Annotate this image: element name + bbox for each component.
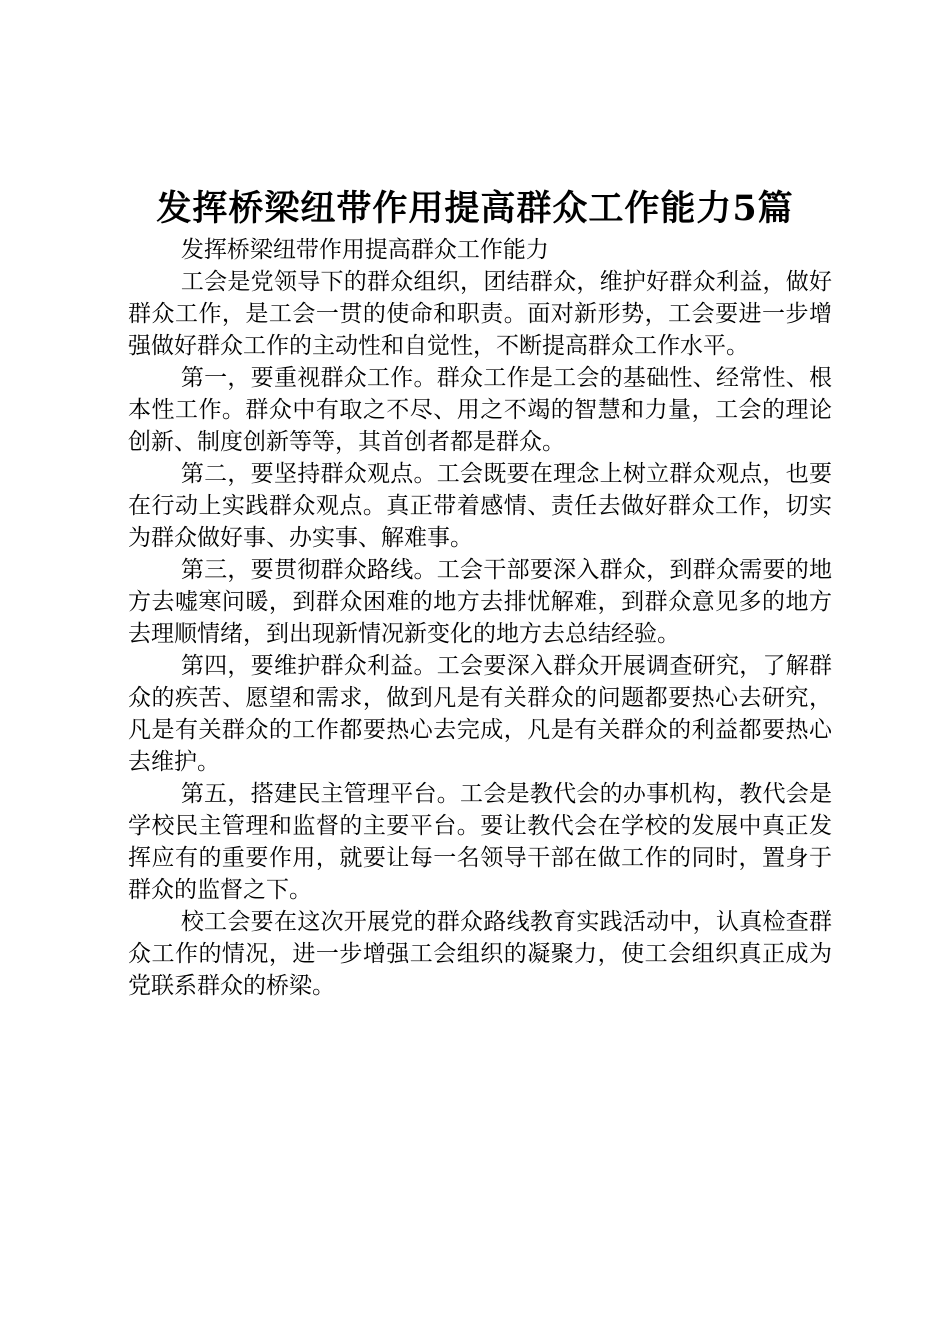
document-body [128, 234, 832, 1002]
paragraph-fifth: 第五，搭建民主管理平台。工会是教代会的办事机构，教代会是学校民主管理和监督的主要平台。要让教代会在学校的发展中真正发挥应有的重要作用，就要让每一名领导干部在做工作的同时，置身于群众的监督之下。 [128, 781, 832, 903]
paragraph-intro: 工会是党领导下的群众组织，团结群众，维护好群众利益，做好群众工作，是工会一贯的使命和职责。面对新形势，工会要进一步增强做好群众工作的主动性和自觉性，不断提高群众工作水平。 [128, 269, 832, 359]
paragraph-conclusion: 校工会要在这次开展党的群众路线教育实践活动中，认真检查群众工作的情况，进一步增强工会组织的凝聚力，使工会组织真正成为党联系群众的桥梁。 [128, 909, 832, 999]
paragraph-fourth: 第四，要维护群众利益。工会要深入群众开展调查研究，了解群众的疾苦、愿望和需求，做到凡是有关群众的问题都要热心去研究，凡是有关群众的工作都要热心去完成，凡是有关群众的利益都要热心去维护。 [128, 653, 832, 775]
document-title: 发挥桥梁纽带作用提高群众工作能力5篇 [156, 188, 794, 229]
paragraph-first: 第一，要重视群众工作。群众工作是工会的基础性、经常性、根本性工作。群众中有取之不尽、用之不竭的智慧和力量，工会的理论创新、制度创新等等，其首创者都是群众。 [128, 365, 832, 455]
paragraph-second: 第二，要坚持群众观点。工会既要在理念上树立群众观点，也要在行动上实践群众观点。真正带着感情、责任去做好群众工作，切实为群众做好事、办实事、解难事。 [128, 461, 832, 551]
paragraph-third: 第三，要贯彻群众路线。工会干部要深入群众，到群众需要的地方去嘘寒问暖，到群众困难的地方去排忧解难，到群众意见多的地方去理顺情绪，到出现新情况新变化的地方去总结经验。 [128, 557, 832, 647]
document-subtitle: 发挥桥梁纽带作用提高群众工作能力 [180, 237, 549, 263]
